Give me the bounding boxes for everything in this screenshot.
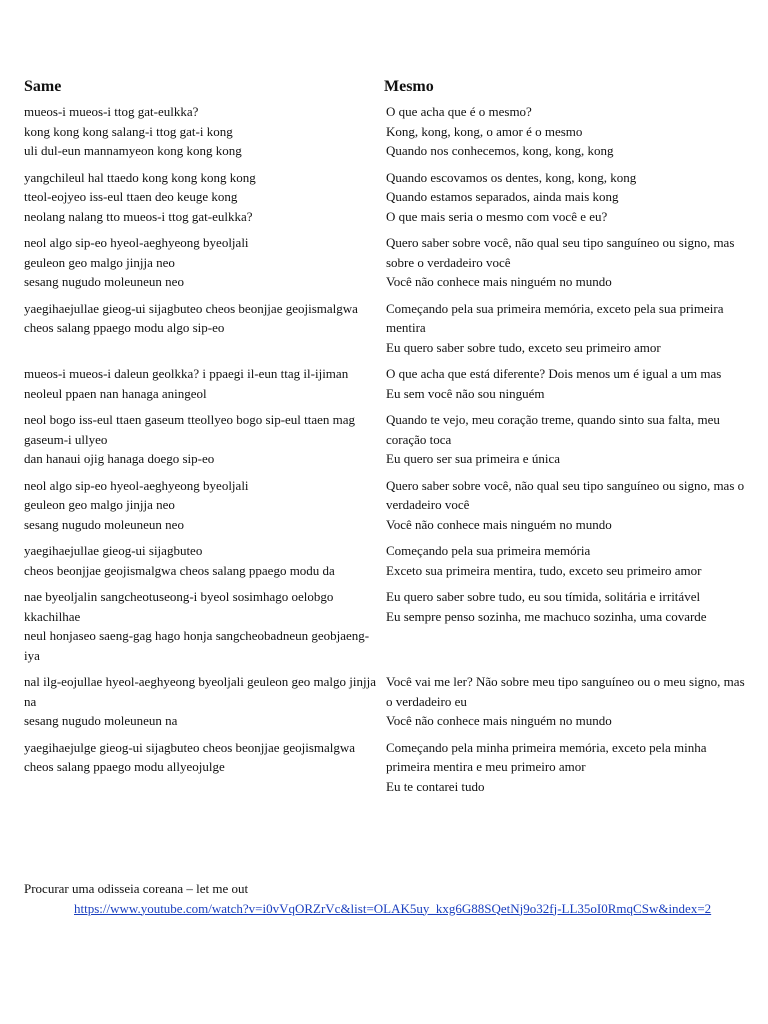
korean-lyrics [24,587,386,665]
portuguese-translation [386,233,746,292]
lyric-line: Começando pela sua primeira memória, exceto pela sua primeira mentira [386,300,724,335]
lyric-line: Quero saber sobre você, não qual seu tipo sanguíneo ou signo, mas sobre o verdadeiro você [386,235,735,270]
lyric-line: O que acha que está diferente? Dois menos um é igual a um mas [386,366,722,381]
lyric-line: Você não conhece mais ninguém no mundo [386,516,612,532]
lyric-line: Eu sem você não sou ninguém [386,385,545,401]
footer [24,879,744,918]
portuguese-translation [386,299,746,358]
portuguese-translation [386,541,746,580]
lyric-line: Exceto sua primeira mentira, tudo, exceto seu primeiro amor [386,562,702,578]
stanza-row [24,102,748,161]
lyric-line: tteol-eojyeo iss-eul ttaen deo keuge kong [24,189,238,204]
lyric-line: Você não conhece mais ninguém no mundo [386,713,612,728]
column-header-same: Same [24,78,62,95]
portuguese-translation [386,410,746,469]
lyric-line: sesang nugudo moleuneun neo [24,274,184,289]
lyric-line: nal ilg-eojullae hyeol-aeghyeong byeoljali geuleon geo malgo jinjja na [24,674,376,709]
lyric-line: cheos beonjjae geojismalgwa cheos salang ppaego modu da [24,562,335,578]
column-headers [24,76,748,98]
lyric-line: Eu quero saber sobre tudo, exceto seu primeiro amor [386,339,661,355]
lyric-line: Você não conhece mais ninguém no mundo [386,274,612,289]
lyric-line: O que acha que é o mesmo? [386,104,532,119]
lyric-line: Quando nos conhecemos, kong, kong, kong [386,143,614,158]
stanza-row [24,541,748,580]
lyric-line: neol algo sip-eo hyeol-aeghyeong byeoljali [24,235,249,250]
korean-lyrics [24,102,386,161]
lyric-line: neoleul ppaen nan hanaga aningeol [24,385,207,401]
lyric-line: mueos-i mueos-i daleun geolkka? i ppaegi il-eun ttag il-ijiman [24,366,349,381]
footer-text: Procurar uma odisseia coreana – let me out [24,881,249,896]
stanza-row [24,587,748,665]
lyric-line: Começando pela sua primeira memória [386,543,591,558]
lyric-line: Kong, kong, kong, o amor é o mesmo [386,123,583,139]
lyrics-table [24,76,748,803]
portuguese-translation [386,738,746,797]
korean-lyrics [24,738,386,777]
lyric-line: yaegihaejullae gieog-ui sijagbuteo [24,543,203,558]
lyric-line: Eu quero ser sua primeira e única [386,451,560,466]
lyric-line: sesang nugudo moleuneun na [24,713,178,728]
lyric-line: neolang nalang tto mueos-i ttog gat-eulkka? [24,208,253,224]
stanza-row [24,233,748,292]
portuguese-translation [386,587,746,626]
portuguese-translation [386,476,746,535]
korean-lyrics [24,168,386,227]
youtube-link[interactable]: https://www.youtube.com/watch?v=i0vVqORZrVc&list=OLAK5uy_kxg6G88SQetNj9o32fj-LL35oI0RmqCSw&index=2 [74,900,712,916]
lyric-line: yaegihaejulge gieog-ui sijagbuteo cheos beonjjae geojismalgwa [24,739,356,755]
korean-lyrics [24,364,386,403]
lyric-line: Eu quero saber sobre tudo, eu sou tímida, solitária e irritável [386,589,701,604]
korean-lyrics [24,233,386,292]
lyric-line: kong kong kong salang-i ttog gat-i kong [24,123,233,139]
lyric-line: cheos salang ppaego modu algo sip-eo [24,320,225,335]
portuguese-translation [386,364,746,403]
stanza-row [24,672,748,731]
lyric-line: neol bogo iss-eul ttaen gaseum tteollyeo bogo sip-eul ttaen mag gaseum-i ullyeo [24,412,356,447]
lyric-line: Começando pela minha primeira memória, exceto pela minha primeira mentira e meu primeiro amor [386,739,707,774]
lyric-line: Quando te vejo, meu coração treme, quando sinto sua falta, meu coração toca [386,412,720,447]
lyric-line: yangchileul hal ttaedo kong kong kong kong [24,169,256,185]
portuguese-translation [386,168,746,227]
lyric-line: Quando escovamos os dentes, kong, kong, kong [386,169,637,185]
korean-lyrics [24,410,386,469]
lyric-line: neul honjaseo saeng-gag hago honja sangcheobadneun geobjaeng-iya [24,628,370,663]
stanza-row [24,299,748,358]
korean-lyrics [24,672,386,731]
lyric-line: geuleon geo malgo jinjja neo [24,497,175,512]
lyric-line: Eu sempre penso sozinha, me machuco sozinha, uma covarde [386,608,707,624]
stanza-row [24,168,748,227]
lyric-line: sesang nugudo moleuneun neo [24,516,184,532]
lyric-line: uli dul-eun mannamyeon kong kong kong [24,143,242,158]
lyric-line: Quando estamos separados, ainda mais kong [386,189,619,204]
korean-lyrics [24,299,386,338]
lyric-line: mueos-i mueos-i ttog gat-eulkka? [24,104,199,119]
lyric-line: cheos salang ppaego modu allyeojulge [24,759,225,774]
korean-lyrics [24,476,386,535]
stanza-row [24,738,748,797]
stanza-row [24,410,748,469]
lyric-line: Quero saber sobre você, não qual seu tipo sanguíneo ou signo, mas o verdadeiro você [386,477,745,512]
portuguese-translation [386,672,746,731]
lyric-line: geuleon geo malgo jinjja neo [24,254,175,270]
lyric-line: O que mais seria o mesmo com você e eu? [386,208,608,224]
lyric-line: dan hanaui ojig hanaga doego sip-eo [24,451,215,466]
lyric-line: neol algo sip-eo hyeol-aeghyeong byeoljali [24,477,249,493]
lyric-line: yaegihaejullae gieog-ui sijagbuteo cheos beonjjae geojismalgwa [24,300,358,316]
stanza-row [24,364,748,403]
korean-lyrics [24,541,386,580]
stanza-list [24,102,748,796]
lyric-line: Eu te contarei tudo [386,778,485,794]
lyric-line: nae byeoljalin sangcheotuseong-i byeol sosimhago oelobgo kkachilhae [24,589,334,624]
column-header-mesmo: Mesmo [384,78,434,95]
lyric-line: Você vai me ler? Não sobre meu tipo sanguíneo ou o meu signo, mas o verdadeiro eu [386,674,745,709]
stanza-row [24,476,748,535]
portuguese-translation [386,102,746,161]
